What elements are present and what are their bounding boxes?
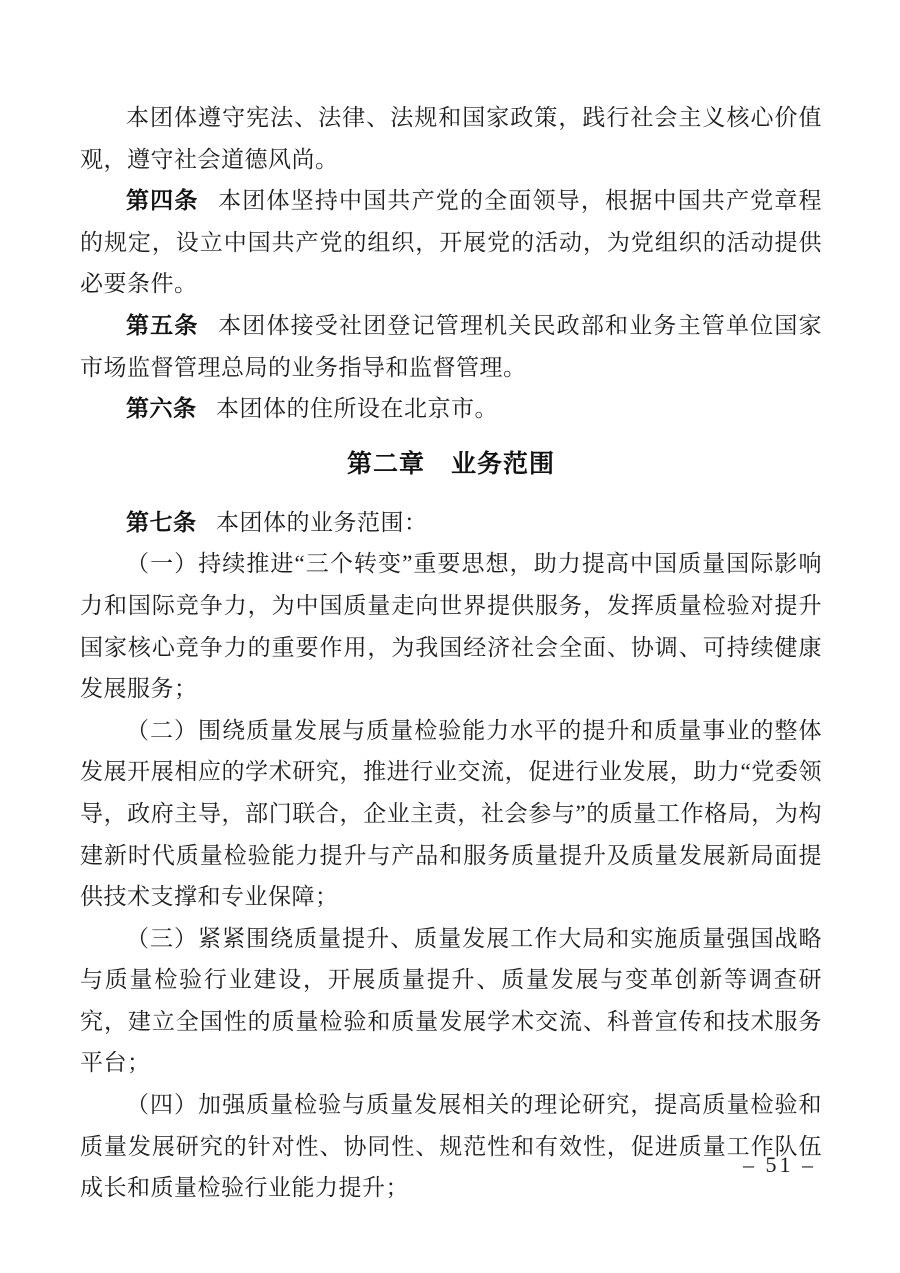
scope-item-1 bbox=[80, 543, 822, 709]
article-6 bbox=[80, 388, 822, 430]
page-number: – 51 – bbox=[743, 1152, 816, 1177]
article-7-label: 第七条 bbox=[126, 508, 197, 535]
article-5-label: 第五条 bbox=[126, 311, 199, 338]
scope-item-2 bbox=[80, 710, 822, 918]
article-4-label: 第四条 bbox=[126, 187, 199, 214]
article-6-text: 本团体的住所设在北京市。 bbox=[216, 396, 499, 422]
article-4-text: 本团体坚持中国共产党的全面领导，根据中国共产党章程的规定，设立中国共产党的组织，开展党的活动，为党组织的活动提供必要条件。 bbox=[80, 188, 823, 297]
scope-item-2-text: （二）围绕质量发展与质量检验能力水平的提升和质量事业的整体发展开展相应的学术研究，推进行业交流，促进行业发展，助力“党委领导，政府主导，部门联合，企业主责，社会参与”的质量工作格局，为构建新时代质量检验能力提升与产品和服务质量提升及质量发展新局面提供技术支撑和专业保障； bbox=[80, 717, 822, 910]
article-7-text: 本团体的业务范围： bbox=[216, 509, 428, 535]
scope-item-1-text: （一）持续推进“三个转变”重要思想，助力提高中国质量国际影响力和国际竞争力，为中国质量走向世界提供服务，发挥质量检验对提升国家核心竞争力的重要作用，为我国经济社会全面、协调、可持续健康发展服务； bbox=[80, 551, 822, 702]
article-5 bbox=[80, 305, 822, 388]
scope-item-3 bbox=[80, 918, 822, 1084]
article-6-label: 第六条 bbox=[126, 395, 197, 422]
chapter-heading: 第二章 业务范围 bbox=[346, 449, 555, 478]
scope-item-3-text: （三）紧紧围绕质量提升、质量发展工作大局和实施质量强国战略与质量检验行业建设，开展质量提升、质量发展与变革创新等调查研究，建立全国性的质量检验和质量发展学术交流、科普宣传和技术服务平台； bbox=[80, 925, 822, 1076]
scope-item-4-text: （四）加强质量检验与质量发展相关的理论研究，提高质量检验和质量发展研究的针对性、协同性、规范性和有效性，促进质量工作队伍成长和质量检验行业能力提升； bbox=[80, 1092, 822, 1201]
intro-paragraph-text: 本团体遵守宪法、法律、法规和国家政策，践行社会主义核心价值观，遵守社会道德风尚。 bbox=[80, 105, 822, 172]
scope-item-4 bbox=[80, 1084, 822, 1209]
document-body bbox=[80, 97, 822, 1209]
article-7 bbox=[80, 502, 822, 544]
article-4 bbox=[80, 180, 822, 305]
intro-paragraph bbox=[80, 97, 822, 180]
article-5-text: 本团体接受社团登记管理机关民政部和业务主管单位国家市场监督管理总局的业务指导和监督管理。 bbox=[80, 312, 823, 380]
